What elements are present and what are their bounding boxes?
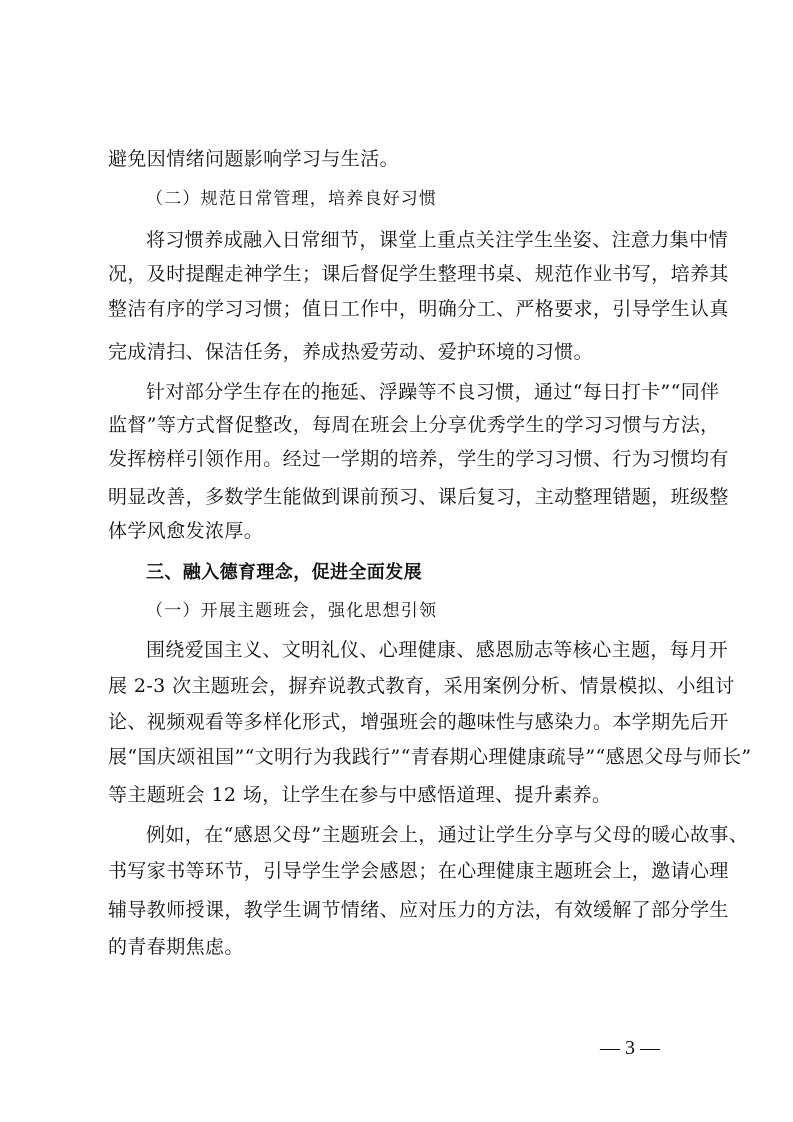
paragraph-line: 发挥榜样引领作用。经过一学期的培养，学生的学习习惯、行为习惯均有	[108, 448, 729, 470]
paragraph-line: 例如，在“感恩父母”主题班会上，通过让学生分享与父母的暖心故事、	[146, 824, 749, 846]
paragraph-line: 围绕爱国主义、文明礼仪、心理健康、感恩励志等核心主题，每月开	[146, 639, 729, 661]
page-number: — 3 —	[600, 1037, 660, 1059]
paragraph-line: 等主题班会 12 场，让学生在参与中感悟道理、提升素养。	[108, 784, 612, 806]
paragraph-line: 体学风愈发浓厚。	[108, 520, 264, 542]
paragraph-line: 监督”等方式督促整改，每周在班会上分享优秀学生的学习习惯与方法，	[108, 414, 720, 436]
paragraph-line: 论、视频观看等多样化形式，增强班会的趣味性与感染力。本学期先后开	[108, 711, 729, 733]
paragraph-line: 展 2-3 次主题班会，摒弃说教式教育，采用案例分析、情景模拟、小组讨	[108, 675, 735, 697]
paragraph-line: 书写家书等环节，引导学生学会感恩；在心理健康主题班会上，邀请心理	[108, 860, 729, 882]
section-heading-3-1: （一）开展主题班会，强化思想引领	[146, 601, 438, 621]
paragraph-line: 针对部分学生存在的拖延、浮躁等不良习惯，通过“每日打卡”“同伴	[146, 381, 720, 403]
paragraph-line: 避免因情绪问题影响学习与生活。	[108, 148, 400, 170]
paragraph-line: 明显改善，多数学生能做到课前预习、课后复习，主动整理错题，班级整	[108, 486, 729, 508]
paragraph-line: 况，及时提醒走神学生；课后督促学生整理书桌、规范作业书写，培养其	[108, 263, 729, 285]
paragraph-line: 展“国庆颂祖国”“文明行为我践行”“青春期心理健康疏导”“感恩父母与师长”	[108, 746, 752, 768]
paragraph-line: 整洁有序的学习习惯；值日工作中，明确分工、严格要求，引导学生认真	[108, 298, 729, 320]
paragraph-line: 的青春期焦虑。	[108, 936, 244, 958]
section-heading-3: 三、融入德育理念，促进全面发展	[146, 562, 422, 583]
paragraph-line: 完成清扫、保洁任务，养成热爱劳动、爱护环境的习惯。	[108, 341, 594, 363]
paragraph-line: 将习惯养成融入日常细节，课堂上重点关注学生坐姿、注意力集中情	[146, 229, 729, 251]
section-heading-2-2: （二）规范日常管理，培养良好习惯	[146, 189, 438, 209]
paragraph-line: 辅导教师授课，教学生调节情绪、应对压力的方法，有效缓解了部分学生	[108, 899, 729, 921]
